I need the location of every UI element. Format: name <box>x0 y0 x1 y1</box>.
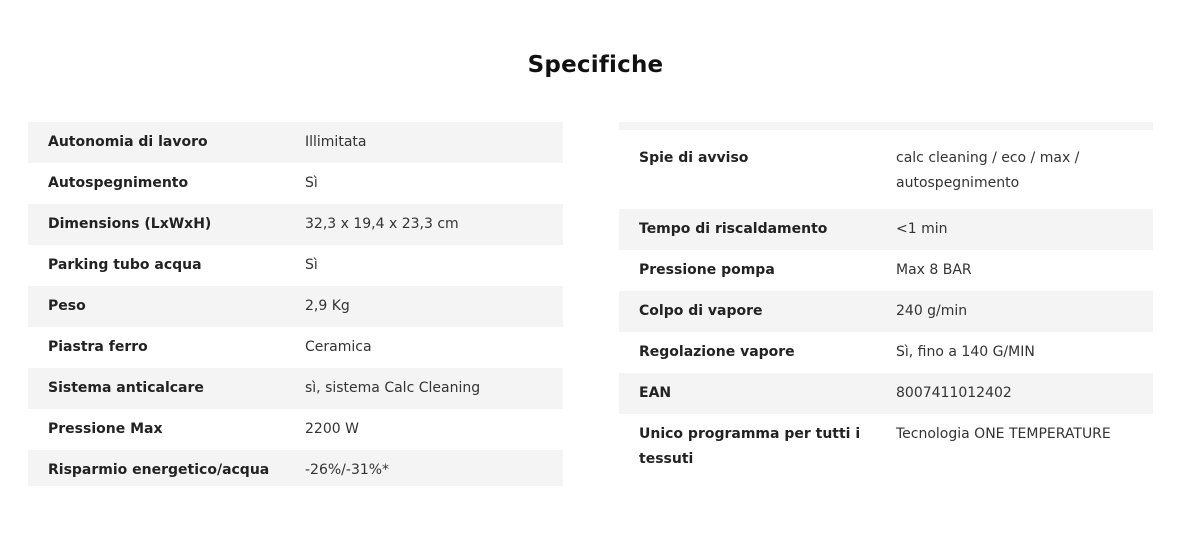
spec-value: calc cleaning / eco / max / autospegnimento <box>896 150 1080 191</box>
spec-row-programma <box>619 414 1153 480</box>
spec-row-regolazione <box>619 332 1153 373</box>
spec-value: 8007411012402 <box>896 385 1012 401</box>
spec-label: Autonomia di lavoro <box>48 134 208 150</box>
spec-label: Peso <box>48 298 86 314</box>
spec-value: -26%/-31%* <box>305 462 390 478</box>
spec-label: Pressione pompa <box>639 262 775 278</box>
spec-row-spie <box>619 130 1153 209</box>
spec-value: 240 g/min <box>896 303 968 319</box>
spec-row-anticalcare <box>28 368 563 409</box>
spec-label: Pressione Max <box>48 421 163 437</box>
spec-value: Tecnologia ONE TEMPERATURE <box>896 426 1111 442</box>
spec-label: Parking tubo acqua <box>48 257 202 273</box>
spec-value: sì, sistema Calc Cleaning <box>305 380 481 396</box>
spec-label: Spie di avviso <box>639 150 749 166</box>
spec-row-risparmio <box>28 450 563 486</box>
spec-row-pressione-max <box>28 409 563 450</box>
spec-row-pressione-pompa <box>619 250 1153 291</box>
spec-row-colpo-vapore <box>619 291 1153 332</box>
spec-value: Sì, fino a 140 G/MIN <box>896 344 1035 360</box>
spec-value: 32,3 x 19,4 x 23,3 cm <box>305 216 459 232</box>
spec-label: Autospegnimento <box>48 175 189 191</box>
specs-table-right <box>619 122 1153 480</box>
spec-row-parking <box>28 245 563 286</box>
table-top-strip <box>619 122 1153 130</box>
spec-value: Sì <box>305 257 318 273</box>
spec-label: EAN <box>639 385 672 401</box>
spec-label: Colpo di vapore <box>639 303 763 319</box>
specs-table-left <box>28 122 563 486</box>
section-title: Specifiche <box>527 52 664 78</box>
spec-value: Sì <box>305 175 318 191</box>
spec-label: Dimensions (LxWxH) <box>48 216 212 232</box>
spec-row-ean <box>619 373 1153 414</box>
spec-label: Tempo di riscaldamento <box>639 221 828 237</box>
spec-label: Risparmio energetico/acqua <box>48 462 270 478</box>
spec-value: Max 8 BAR <box>896 262 972 278</box>
spec-row-piastra <box>28 327 563 368</box>
spec-value: Ceramica <box>305 339 372 355</box>
spec-value: 2,9 Kg <box>305 298 350 314</box>
spec-label: Regolazione vapore <box>639 344 795 360</box>
spec-value: 2200 W <box>305 421 359 437</box>
spec-value: Illimitata <box>305 134 367 150</box>
spec-label: Unico programma per tutti i tessuti <box>639 426 861 467</box>
spec-label: Sistema anticalcare <box>48 380 204 396</box>
spec-value: <1 min <box>896 221 948 237</box>
spec-label: Piastra ferro <box>48 339 148 355</box>
spec-row-autonomia <box>28 122 563 163</box>
spec-row-dimensions <box>28 204 563 245</box>
spec-row-peso <box>28 286 563 327</box>
spec-row-autospegnimento <box>28 163 563 204</box>
spec-row-riscaldamento <box>619 209 1153 250</box>
